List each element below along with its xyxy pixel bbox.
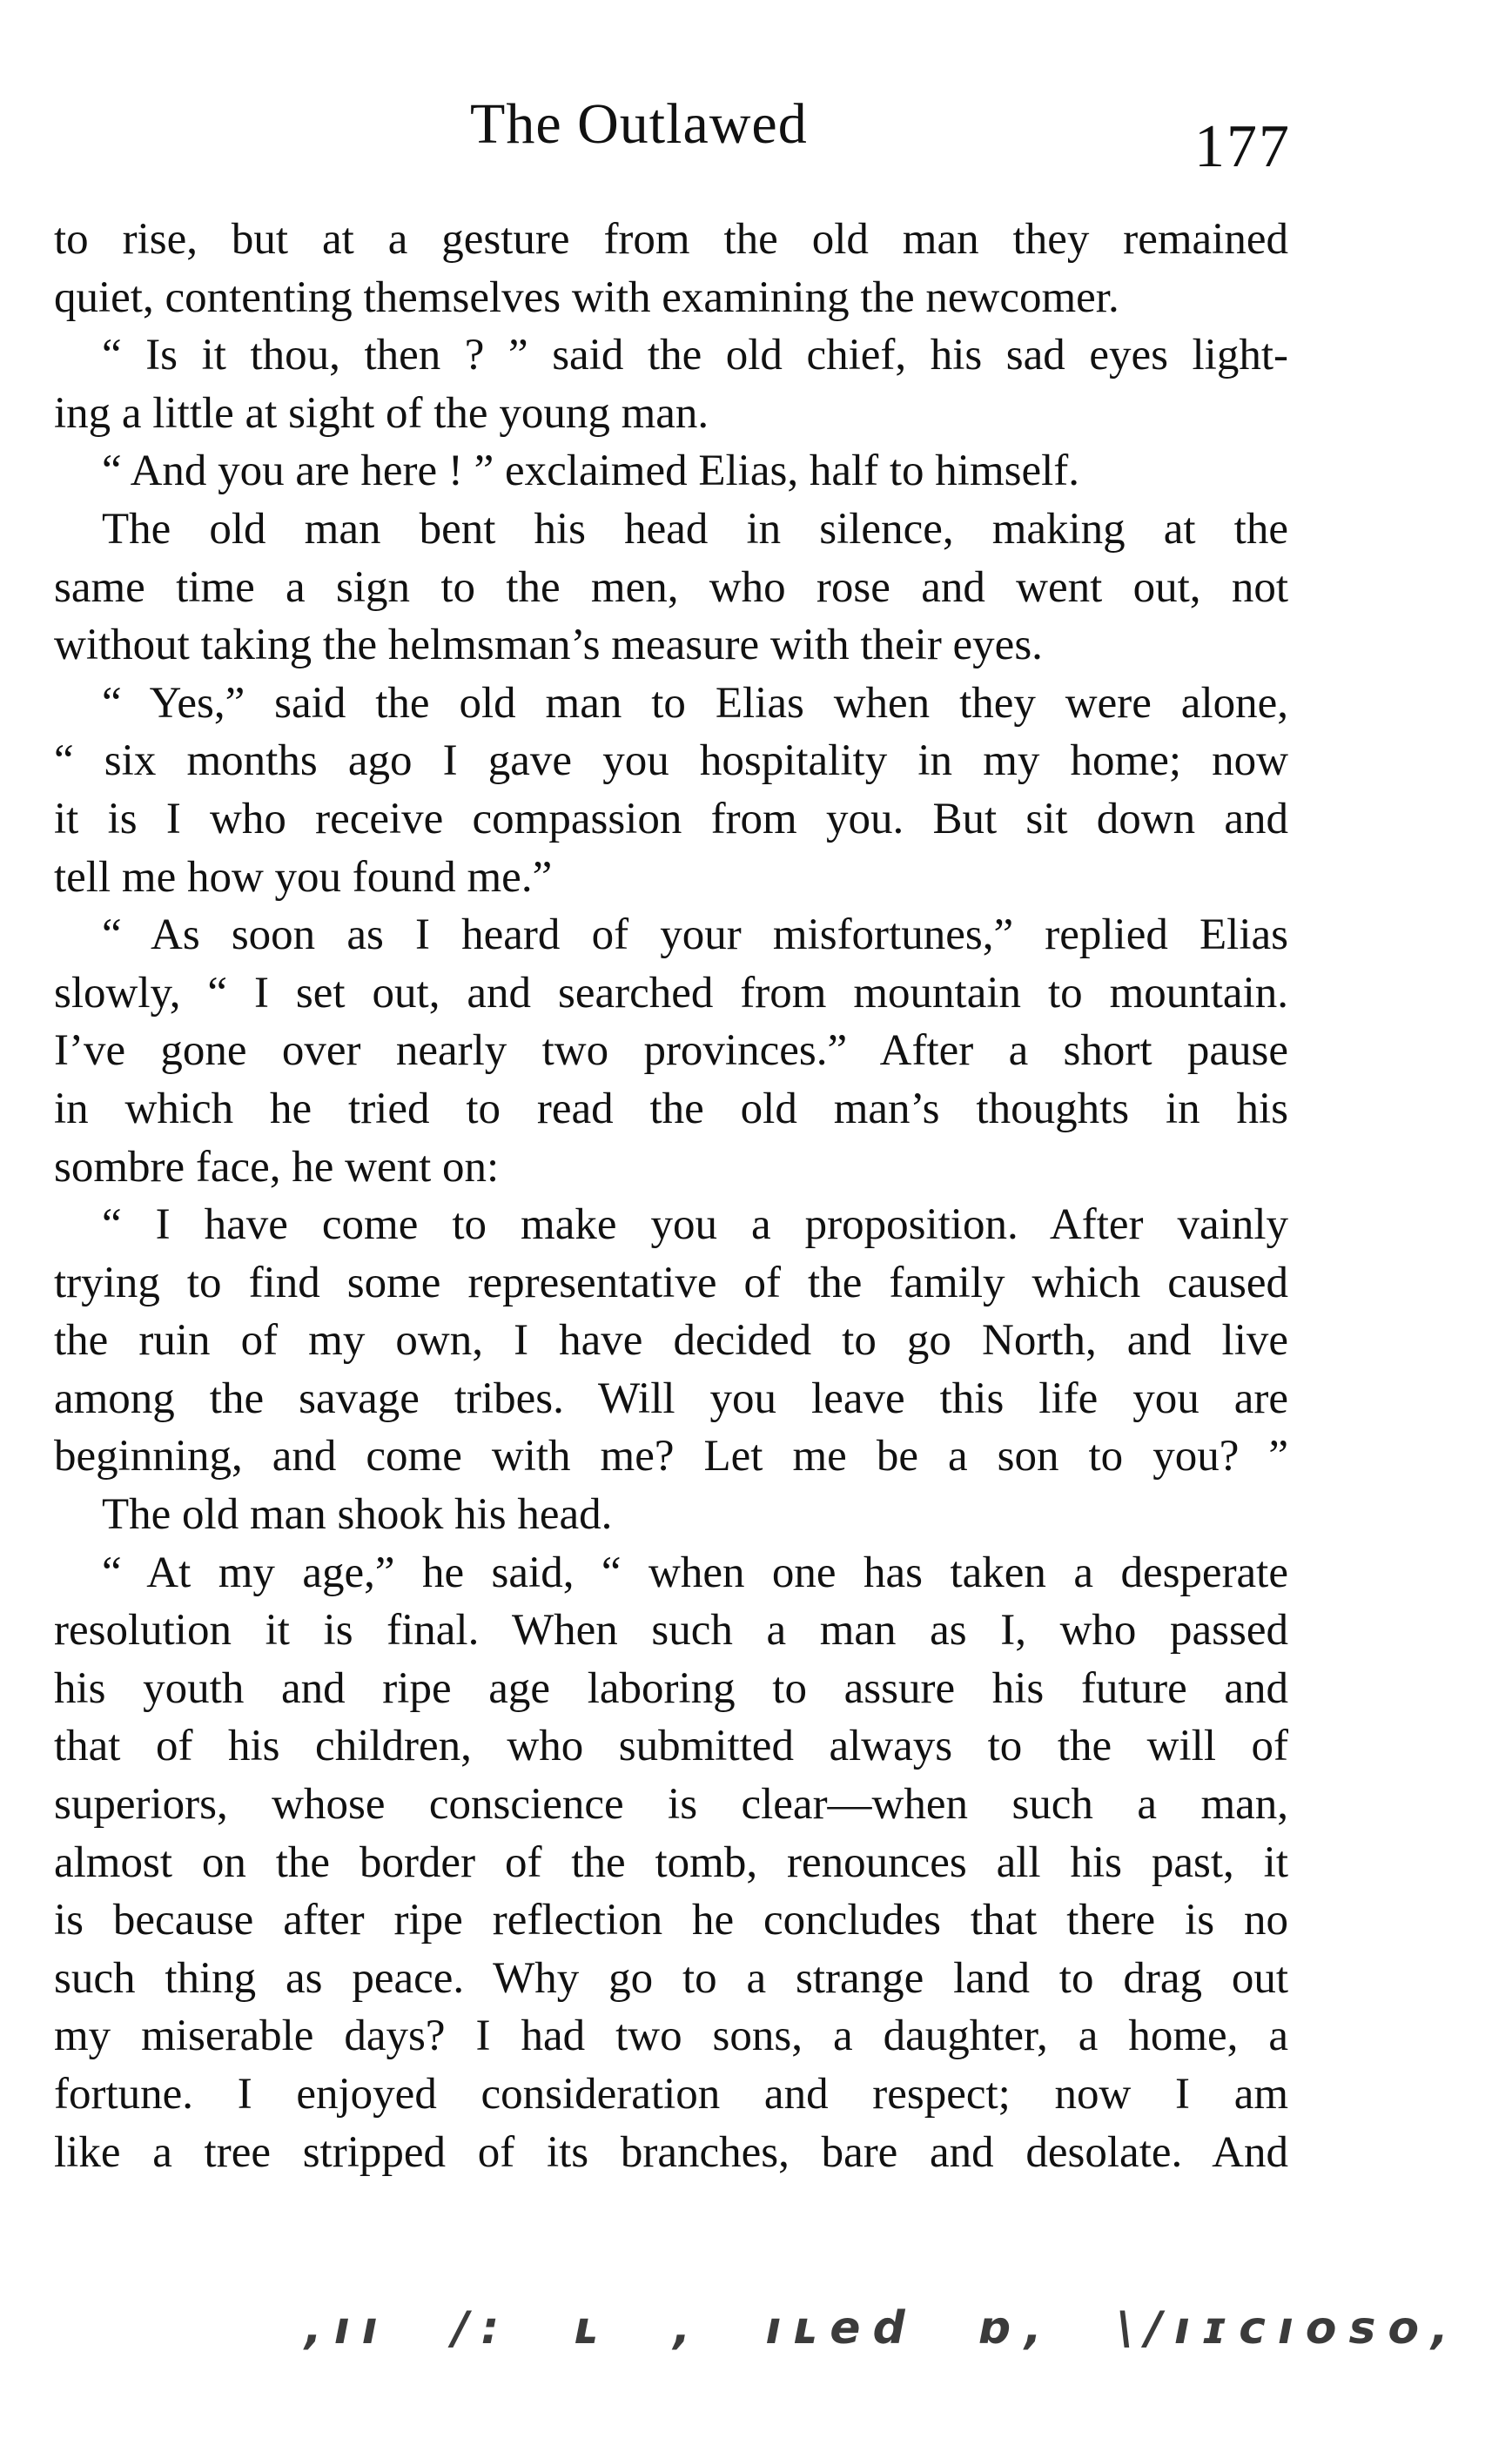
text-line: I’ve gone over nearly two provinces.” After a short pause	[54, 1026, 1288, 1076]
text-line: almost on the border of the tomb, renounces all his past, it	[54, 1837, 1288, 1887]
text-line: his youth and ripe age laboring to assure his future and	[54, 1663, 1288, 1713]
text-line: is because after ripe reflection he concludes that there is no	[54, 1896, 1288, 1945]
text-line: among the savage tribes. Will you leave this life you are	[54, 1374, 1288, 1423]
scan-watermark: ,ıı /: ʟ , ıʟed ɒ, \/ıɪcıoso,	[305, 2302, 1461, 2354]
text-line: The old man bent his head in silence, making at the	[102, 504, 1288, 554]
text-line: “ At my age,” he said, “ when one has taken a desperate	[102, 1548, 1288, 1597]
text-line: in which he tried to read the old man’s thoughts in his	[54, 1084, 1288, 1133]
text-line: like a tree stripped of its branches, bare and desolate. And	[54, 2127, 1288, 2177]
text-line: that of his children, who submitted always to the will of	[54, 1722, 1288, 1771]
text-line: my miserable days? I had two sons, a daughter, a home, a	[54, 2012, 1288, 2061]
text-line: the ruin of my own, I have decided to go North, and live	[54, 1316, 1288, 1366]
text-line: it is I who receive compassion from you. But sit down and	[54, 794, 1288, 843]
text-line: “ Is it thou, then ? ” said the old chief, his sad eyes light-	[102, 331, 1288, 380]
running-head	[0, 92, 1512, 180]
text-line: fortune. I enjoyed consideration and respect; now I am	[54, 2070, 1288, 2119]
text-line: “ I have come to make you a proposition. After vainly	[102, 1200, 1288, 1250]
text-line: sombre face, he went on:	[54, 1142, 500, 1192]
text-line: resolution it is final. When such a man as I, who passed	[54, 1606, 1288, 1656]
page-number: 177	[1194, 113, 1291, 180]
text-line: slowly, “ I set out, and searched from mountain to mountain.	[54, 968, 1288, 1018]
text-line: “ six months ago I gave you hospitality in my home; now	[54, 736, 1288, 786]
text-line: trying to find some representative of the family which caused	[54, 1258, 1288, 1307]
text-line: superiors, whose conscience is clear—when such a man,	[54, 1780, 1288, 1830]
text-line: tell me how you found me.”	[54, 852, 553, 902]
text-line: beginning, and come with me? Let me be a son to you? ”	[54, 1432, 1288, 1481]
text-line: “ And you are here ! ” exclaimed Elias, half to himself.	[102, 447, 1079, 496]
text-line: same time a sign to the men, who rose and went out, not	[54, 562, 1288, 612]
text-line: to rise, but at a gesture from the old man they remained	[54, 215, 1288, 264]
text-line: ing a little at sight of the young man.	[54, 388, 709, 438]
text-line: The old man shook his head.	[102, 1490, 613, 1540]
text-line: “ Yes,” said the old man to Elias when they were alone,	[102, 678, 1288, 728]
body-text	[54, 211, 1288, 2181]
running-title: The Outlawed	[470, 92, 808, 156]
text-line: such thing as peace. Why go to a strange land to drag out	[54, 1953, 1288, 2003]
text-line: quiet, contenting themselves with examining the newcomer.	[54, 272, 1119, 322]
text-line: “ As soon as I heard of your misfortunes,” replied Elias	[102, 910, 1288, 960]
text-line: without taking the helmsman’s measure with their eyes.	[54, 621, 1043, 670]
